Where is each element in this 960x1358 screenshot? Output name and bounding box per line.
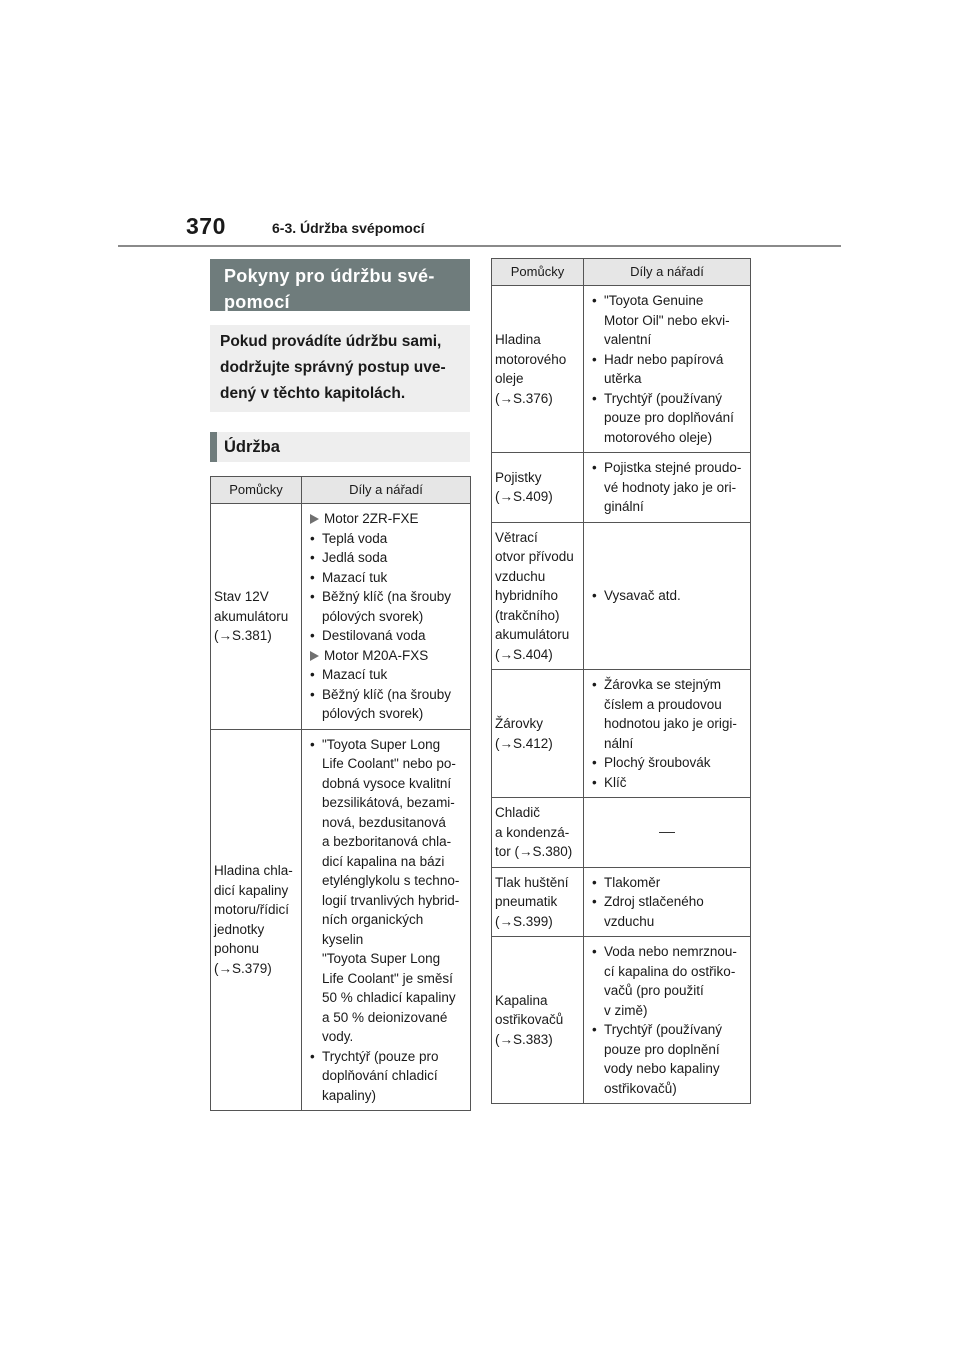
item-line: oleje — [495, 371, 524, 386]
parts-table-right — [491, 258, 751, 1104]
item-line: (→S.379) — [214, 960, 272, 976]
row-parts-cell — [584, 453, 751, 523]
list-item-line: • Mazací tuk — [322, 667, 388, 682]
engine-variant-item — [306, 646, 466, 666]
list-item — [588, 873, 746, 893]
list-item-line: doplňování chladicí — [322, 1068, 438, 1083]
item-line: Stav 12V — [214, 589, 269, 604]
list-item-line: • Žárovka se stejným — [604, 677, 722, 692]
section-title — [210, 259, 470, 311]
list-item-line: • Klíč — [604, 774, 627, 790]
list-item-line: • Běžný klíč (na šrouby — [322, 589, 452, 604]
list-item-line: • Trychtýř (pouze pro — [322, 1048, 439, 1064]
list-item-line: dobná vysoce kvalitní — [322, 775, 452, 791]
item-line: (trakčního) — [495, 607, 560, 623]
column-header-parts: Díly a nářadí — [584, 259, 751, 286]
list-item-line: pólových svorek) — [322, 608, 424, 624]
list-item-line: hodnotou jako je origi- — [604, 716, 737, 731]
section-title-line: pomocí — [224, 292, 290, 312]
list-item — [588, 1020, 746, 1098]
list-item-line: • Vysavač atd. — [604, 588, 681, 603]
list-item-line: • Pojistka stejné proudo- — [604, 460, 742, 475]
row-parts-cell — [584, 937, 751, 1104]
item-line: hybridního — [495, 588, 559, 603]
list-item-line: • Hadr nebo papírová — [604, 351, 724, 367]
list-item-line: motorového oleje) — [604, 429, 713, 445]
parts-list — [588, 291, 746, 447]
item-line: Chladič — [495, 805, 541, 820]
list-item-line: pólových svorek) — [322, 706, 424, 721]
list-item-line: logií trvanlivých hybrid- — [322, 892, 460, 908]
list-item — [306, 529, 466, 549]
item-line: (→S.383) — [495, 1031, 553, 1047]
list-item-line: vačů (pro použití — [604, 983, 704, 998]
list-item — [588, 753, 746, 773]
row-item-cell — [211, 729, 302, 1111]
list-item-line: ostřikovačů) — [604, 1080, 677, 1096]
section-title-line: Pokyny pro údržbu své- — [224, 266, 435, 286]
table-row — [492, 937, 751, 1104]
intro-line: dený v těchto kapitolách. — [220, 385, 406, 402]
list-item-line: číslem a proudovou — [604, 696, 722, 712]
item-line: Žárovky — [495, 716, 544, 731]
row-parts-cell — [584, 798, 751, 868]
row-item-cell — [492, 286, 584, 453]
list-item-line: Motor Oil" nebo ekvi- — [604, 312, 730, 328]
list-item — [588, 291, 746, 350]
list-item — [306, 587, 466, 626]
list-item — [306, 685, 466, 724]
row-parts-cell — [584, 867, 751, 937]
list-item — [588, 942, 746, 1020]
list-item-line: vzduchu — [604, 913, 655, 929]
item-line: pneumatik — [495, 894, 558, 909]
page-number: 370 — [186, 213, 226, 239]
table-row — [211, 504, 471, 730]
list-item-line: • "Toyota Super Long — [322, 736, 441, 752]
item-line: (→S.409) — [495, 489, 553, 505]
list-item-line: • Tlakoměr — [604, 874, 661, 890]
list-item-line: • Destilovaná voda — [322, 628, 426, 643]
list-item — [588, 350, 746, 389]
table-row — [492, 867, 751, 937]
row-item-cell — [492, 670, 584, 798]
list-item-line: • Jedlá soda — [322, 550, 388, 565]
parts-list — [588, 458, 746, 517]
list-item-line: etylénglykolu s techno- — [322, 873, 460, 888]
list-item — [306, 1047, 466, 1106]
table-row — [492, 453, 751, 523]
row-item-cell — [492, 937, 584, 1104]
item-line: (→S.381) — [214, 628, 272, 643]
row-parts-cell — [302, 729, 471, 1111]
table-body — [492, 286, 751, 1104]
empty-dash — [659, 832, 675, 833]
list-item — [588, 675, 746, 753]
table-header-row — [211, 477, 471, 504]
item-line: (→S.399) — [495, 913, 553, 929]
list-item-line: "Toyota Super Long — [322, 951, 441, 966]
list-item-line: 50 % chladicí kapaliny — [322, 990, 456, 1005]
item-line: Hladina — [495, 332, 541, 347]
list-item — [306, 665, 466, 685]
list-item-line: vé hodnoty jako je ori- — [604, 479, 737, 495]
intro-text — [210, 325, 470, 412]
item-line: Hladina chla- — [214, 863, 293, 879]
item-line: (→S.376) — [495, 390, 553, 406]
item-line: dicí kapaliny — [214, 882, 289, 898]
row-parts-cell — [584, 522, 751, 670]
column-header-tools: Pomůcky — [492, 259, 584, 286]
table-body — [211, 504, 471, 1111]
list-item — [306, 735, 466, 1047]
list-item-line: • Trychtýř (používaný — [604, 390, 723, 406]
table-row — [492, 670, 751, 798]
left-column — [210, 259, 470, 1111]
item-line: Tlak huštění — [495, 874, 569, 890]
list-item — [588, 389, 746, 448]
list-item-line: a 50 % deionizované — [322, 1009, 448, 1025]
table-row — [211, 729, 471, 1111]
item-line: akumulátoru — [495, 627, 570, 642]
list-item — [306, 568, 466, 588]
list-item-line: • "Toyota Genuine — [604, 293, 704, 308]
item-line: akumulátoru — [214, 608, 289, 624]
parts-list — [588, 675, 746, 792]
list-item-line: dicí kapalina na bázi — [322, 853, 445, 869]
list-item-line: pouze pro doplňování — [604, 410, 734, 425]
item-line: motoru/řídicí — [214, 902, 290, 918]
triangle-icon — [310, 514, 319, 524]
item-line: jednotky — [214, 921, 265, 937]
item-line: Pojistky — [495, 469, 542, 485]
list-item-line: ginální — [604, 499, 644, 514]
item-line: ostřikovačů — [495, 1012, 564, 1028]
section-label: 6-3. Údržba svépomocí — [272, 220, 425, 236]
list-item-line: utěrka — [604, 371, 642, 386]
list-item-line: v zimě) — [604, 1002, 648, 1018]
list-item-line: • Zdroj stlačeného — [604, 894, 704, 909]
row-item-cell — [492, 798, 584, 868]
row-item-cell — [492, 453, 584, 523]
list-item-line: valentní — [604, 332, 652, 347]
row-parts-cell — [302, 504, 471, 730]
table-row — [492, 522, 751, 670]
subheading-udrzba: Údržba — [210, 432, 470, 462]
parts-table-left — [210, 476, 471, 1111]
list-item-line: Motor M20A-FXS — [324, 647, 429, 663]
list-item-line: • Teplá voda — [322, 530, 388, 546]
list-item-line: vody. — [322, 1029, 354, 1044]
list-item-line: • Plochý šroubovák — [604, 755, 711, 770]
item-line: motorového — [495, 351, 567, 367]
parts-list — [588, 942, 746, 1098]
row-parts-cell — [584, 286, 751, 453]
item-line: (→S.404) — [495, 646, 553, 662]
list-item-line: • Mazací tuk — [322, 569, 388, 585]
item-line: Kapalina — [495, 992, 548, 1008]
intro-line: dodržujte správný postup uve- — [220, 359, 446, 376]
column-header-parts: Díly a nářadí — [302, 477, 471, 504]
parts-list — [306, 509, 466, 724]
item-line: otvor přívodu — [495, 549, 574, 564]
intro-line: Pokud provádíte údržbu sami, — [220, 333, 442, 350]
item-line: a kondenzá- — [495, 824, 570, 840]
list-item — [588, 773, 746, 793]
engine-variant-item — [306, 509, 466, 529]
list-item-line: a bezboritanová chla- — [322, 834, 452, 849]
column-header-tools: Pomůcky — [211, 477, 302, 504]
list-item-line: Life Coolant" je směsí — [322, 970, 453, 986]
item-line: tor (→S.380) — [495, 844, 573, 859]
list-item-line: ních organických — [322, 912, 424, 927]
parts-list — [306, 735, 466, 1106]
list-item — [306, 548, 466, 568]
list-item — [588, 586, 746, 606]
list-item-line: • Běžný klíč (na šrouby — [322, 686, 452, 702]
row-item-cell — [492, 867, 584, 937]
list-item — [588, 892, 746, 931]
list-item-line: vody nebo kapaliny — [604, 1061, 720, 1076]
list-item-line: pouze pro doplnění — [604, 1041, 720, 1057]
list-item-line: bezsilikátová, bezami- — [322, 795, 455, 810]
row-item-cell — [492, 522, 584, 670]
list-item-line: Life Coolant" nebo po- — [322, 756, 456, 771]
list-item-line: cí kapalina do ostřiko- — [604, 963, 736, 979]
item-line: pohonu — [214, 941, 260, 957]
list-item-line: nální — [604, 735, 634, 751]
item-line: Větrací — [495, 529, 538, 545]
list-item-line: nová, bezdusitanová — [322, 814, 446, 830]
list-item-line: • Trychtýř (používaný — [604, 1022, 723, 1037]
row-item-cell — [211, 504, 302, 730]
row-parts-cell — [584, 670, 751, 798]
list-item-line: Motor 2ZR-FXE — [324, 511, 419, 526]
table-row — [492, 286, 751, 453]
header-rule — [118, 245, 841, 247]
item-line: vzduchu — [495, 568, 546, 584]
parts-list — [588, 586, 746, 606]
list-item — [588, 458, 746, 517]
table-row — [492, 798, 751, 868]
list-item — [306, 626, 466, 646]
table-header-row — [492, 259, 751, 286]
parts-list — [588, 873, 746, 932]
list-item-line: kyselin — [322, 931, 364, 947]
triangle-icon — [310, 651, 319, 661]
item-line: (→S.412) — [495, 735, 553, 751]
list-item-line: kapaliny) — [322, 1087, 377, 1103]
list-item-line: • Voda nebo nemrznou- — [604, 944, 737, 959]
